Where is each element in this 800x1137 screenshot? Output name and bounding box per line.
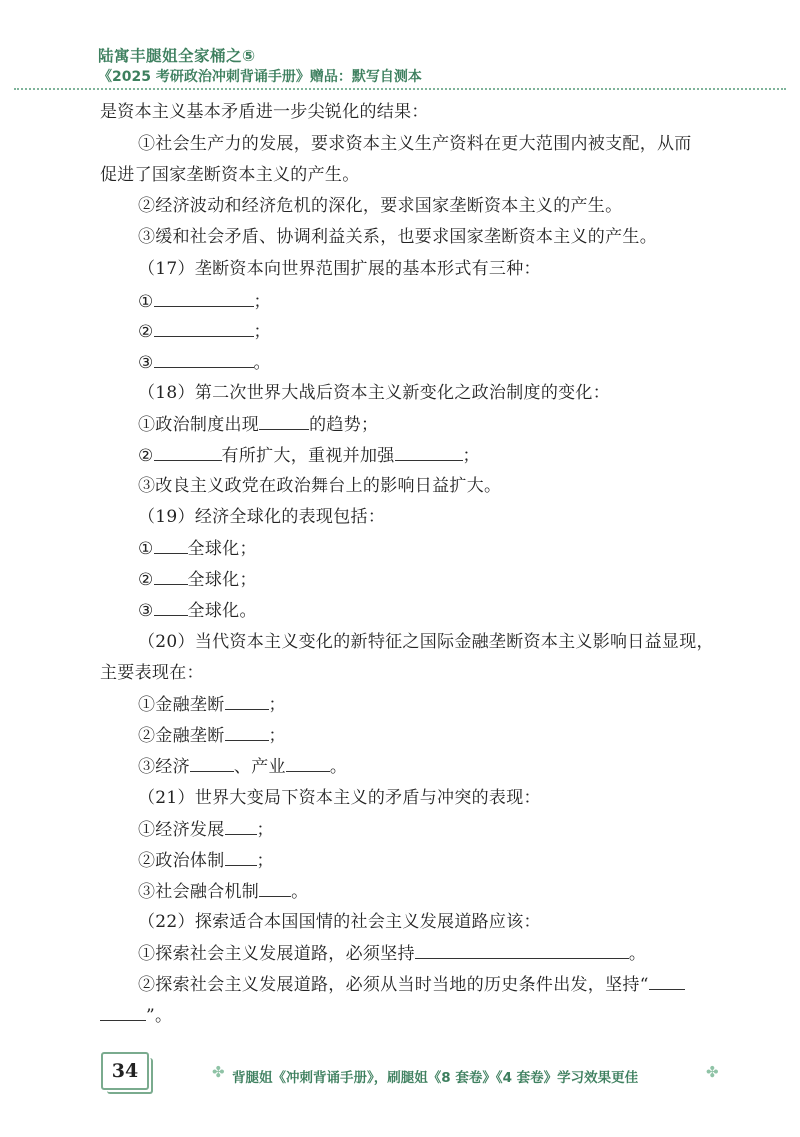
answer-blank[interactable] — [649, 972, 685, 990]
text-line: ③缓和社会矛盾、协调利益关系，也要求国家垄断资本主义的产生。 — [138, 227, 657, 247]
answer-blank[interactable] — [190, 754, 234, 772]
page-number: 34 — [101, 1052, 149, 1090]
question-21-heading: （21）世界大变局下资本主义的矛盾与冲突的表现： — [138, 788, 541, 808]
fill-line: ③社会融合机制 。 — [138, 879, 308, 904]
item-number: ③ — [138, 353, 154, 373]
answer-blank[interactable] — [259, 879, 291, 897]
header-book-title: 《2025 考研政治冲刺背诵手册》赠品：默写自测本 — [98, 69, 422, 85]
fill-line: ③经济 、产业 。 — [138, 754, 347, 779]
question-18-heading: （18）第二次世界大战后资本主义新变化之政治制度的变化： — [138, 383, 611, 403]
fill-line: ③ 全球化。 — [138, 598, 257, 623]
answer-blank[interactable] — [225, 723, 269, 741]
answer-blank[interactable] — [225, 848, 257, 866]
answer-blank[interactable] — [100, 1003, 146, 1021]
fill-line: ①政治制度出现 的趋势； — [138, 412, 378, 437]
question-19-heading: （19）经济全球化的表现包括： — [138, 507, 386, 527]
question-17-heading: （17）垄断资本向世界范围扩展的基本形式有三种： — [138, 259, 541, 279]
answer-blank[interactable] — [286, 754, 330, 772]
item-number: ① — [138, 292, 154, 312]
text-line: ②经济波动和经济危机的深化，要求国家垄断资本主义的产生。 — [138, 196, 623, 216]
answer-blank[interactable] — [415, 941, 629, 959]
fill-line: ② ； — [138, 319, 271, 344]
answer-blank[interactable] — [154, 319, 254, 337]
text-line: ①社会生产力的发展，要求资本主义生产资料在更大范围内被支配，从而 — [138, 134, 692, 154]
fill-line: ①探索社会主义发展道路，必须坚持 。 — [138, 941, 646, 966]
item-number: ② — [138, 322, 154, 342]
question-20-heading: （20）当代资本主义变化的新特征之国际金融垄断资本主义影响日益显现， — [138, 632, 714, 652]
text-line: 主要表现在： — [100, 663, 204, 683]
answer-blank[interactable] — [154, 289, 254, 307]
answer-blank[interactable] — [225, 817, 257, 835]
header-series-title: 陆寓丰腿姐全家桶之⑤ — [98, 47, 256, 65]
answer-blank[interactable] — [259, 412, 309, 430]
fill-line: ②金融垄断 ； — [138, 723, 286, 748]
text-line: 是资本主义基本矛盾进一步尖锐化的结果： — [100, 102, 429, 122]
header-divider — [14, 88, 786, 90]
fill-line: ① 全球化； — [138, 536, 257, 561]
fill-line: ①金融垄断 ； — [138, 692, 286, 717]
answer-blank[interactable] — [154, 536, 188, 554]
answer-blank[interactable] — [154, 443, 222, 461]
fill-line: ② 全球化； — [138, 567, 257, 592]
answer-blank[interactable] — [154, 567, 188, 585]
question-22-heading: （22）探索适合本国国情的社会主义发展道路应该： — [138, 912, 541, 932]
fill-line: ②探索社会主义发展道路，必须从当时当地的历史条件出发，坚持“ — [138, 972, 685, 997]
answer-blank[interactable] — [395, 443, 463, 461]
fill-line: ② 有所扩大，重视并加强 ； — [138, 443, 480, 468]
text-line: 促进了国家垄断资本主义的产生。 — [100, 165, 360, 185]
fill-line: ①经济发展 ； — [138, 817, 274, 842]
fill-line: ”。 — [100, 1003, 172, 1028]
fill-line: ②政治体制 ； — [138, 848, 274, 873]
footer-promo-text: 背腿姐《冲刺背诵手册》，刷腿姐《8 套卷》《4 套卷》学习效果更佳 — [232, 1070, 639, 1086]
clover-icon: ✤ — [706, 1063, 719, 1081]
answer-blank[interactable] — [154, 350, 254, 368]
fill-line: ① ； — [138, 289, 271, 314]
answer-blank[interactable] — [154, 598, 188, 616]
answer-blank[interactable] — [225, 692, 269, 710]
clover-icon: ✤ — [212, 1063, 225, 1081]
text-line: ③改良主义政党在政治舞台上的影响日益扩大。 — [138, 476, 502, 496]
fill-line: ③ 。 — [138, 350, 271, 375]
